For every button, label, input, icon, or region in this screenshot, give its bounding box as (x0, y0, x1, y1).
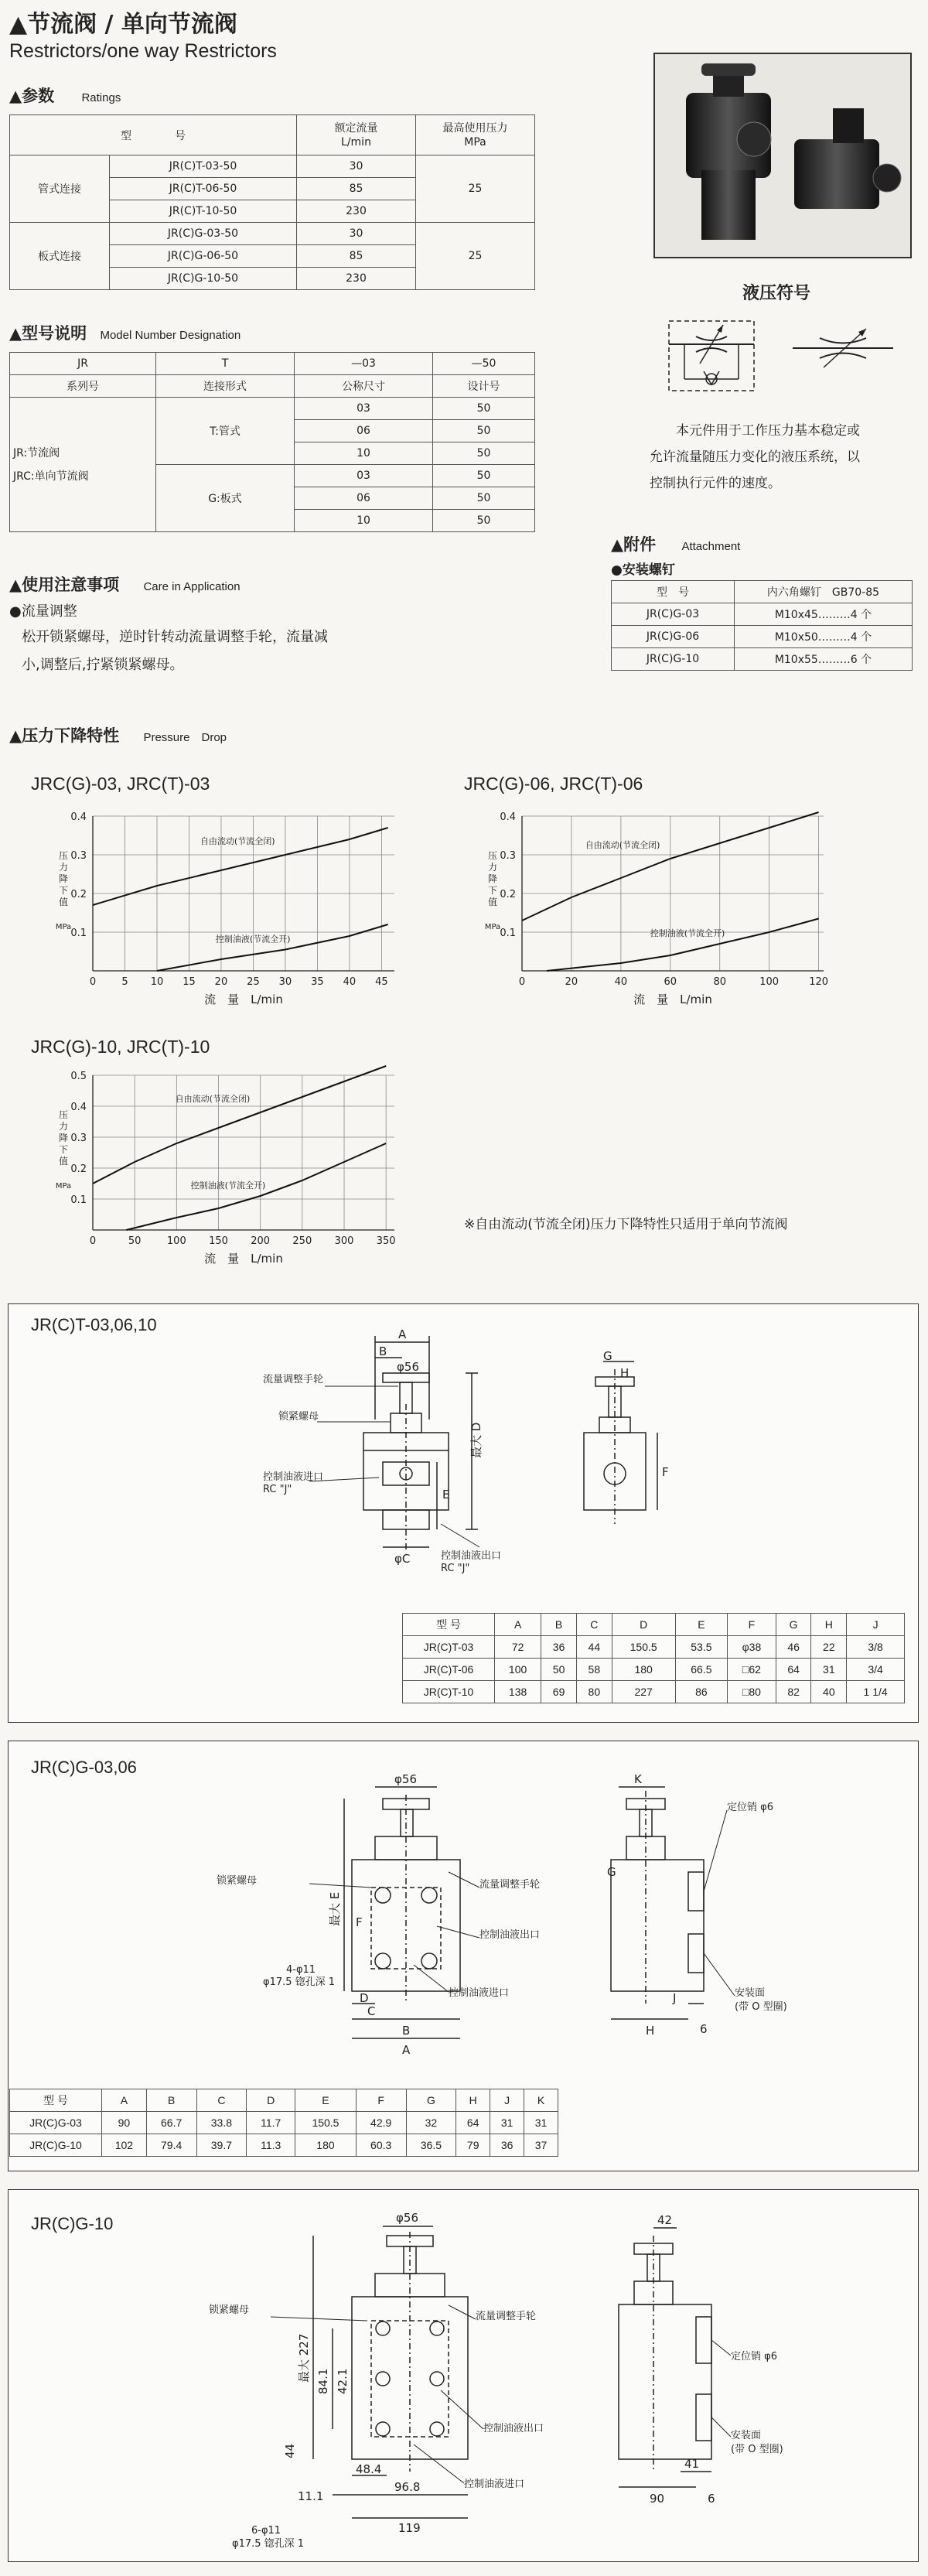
table-row (10, 2134, 558, 2157)
x-tick-label: 25 (247, 976, 260, 988)
x-tick-label: 0 (89, 976, 97, 988)
table-cell: 22 (811, 1636, 847, 1659)
y-tick-label: 0.1 (70, 1194, 87, 1206)
table-cell: 102 (102, 2134, 147, 2157)
table-cell: JR (10, 353, 156, 375)
table-cell: JR(C)T-06 (403, 1659, 495, 1681)
table-cell: 85 (297, 178, 416, 200)
y-axis-label: 降 (487, 873, 498, 884)
dim-label: 最大 E (328, 1891, 342, 1926)
table-cell: JR(C)G-10 (612, 648, 735, 671)
table-cell: 100 (495, 1659, 541, 1681)
pressure-drop-heading: ▲压力下降特性 Pressure Drop (9, 726, 227, 745)
y-tick-label: 0.2 (70, 889, 87, 900)
x-tick-label: 10 (150, 976, 164, 988)
table-cell: 33.8 (196, 2112, 247, 2134)
table-cell: 53.5 (675, 1636, 727, 1659)
table-cell: M10x50………4 个 (735, 626, 913, 648)
table-cell: 72 (495, 1636, 541, 1659)
table-cell: □62 (728, 1659, 776, 1681)
table-header-cell: 型 号 (403, 1614, 495, 1636)
y-axis-label: 力 (487, 862, 498, 873)
care-text: 松开锁紧螺母，逆时针转动流量调整手轮，流量减 小,调整后,拧紧锁紧螺母。 (22, 629, 328, 673)
dim-t-table (402, 1613, 905, 1703)
table-row (403, 1659, 905, 1681)
table-cell: 30 (297, 223, 416, 245)
table-cell: JR(C)G-10-50 (110, 268, 297, 290)
table-cell: JR(C)G-10 (10, 2134, 102, 2157)
table-cell: 37 (524, 2134, 558, 2157)
dim-label: A (398, 1327, 407, 1341)
table-cell: □80 (728, 1681, 776, 1703)
dim-label: J (673, 1991, 677, 2005)
table-cell: 36.5 (406, 2134, 456, 2157)
table-row (10, 2112, 558, 2134)
y-axis-label: 值 (487, 897, 498, 907)
table-header-cell: 型 号 (10, 2089, 102, 2112)
table-cell: 系列号 (10, 375, 156, 398)
dim-label: φ56 (396, 2212, 418, 2225)
y-axis-unit: MPa (55, 1182, 72, 1191)
table-cell: 64 (776, 1659, 811, 1681)
table-cell: 79 (456, 2134, 490, 2157)
table-cell: 36 (541, 1636, 577, 1659)
ratings-heading: ▲参数 Ratings (9, 87, 121, 105)
y-axis-unit: MPa (55, 923, 72, 931)
pressure-drop-chart-10 (46, 1064, 410, 1280)
dim-label: 定位销 φ6 (731, 2351, 777, 2362)
table-header-cell: D (612, 1614, 675, 1636)
table-cell: 82 (776, 1681, 811, 1703)
table-cell: JR:节流阀 JRC:单向节流阀 (10, 398, 156, 532)
table-cell: 150.5 (295, 2112, 357, 2134)
dim-label: 4-φ11 (286, 1964, 316, 1976)
dim-label: G (603, 1349, 612, 1363)
model-table (9, 352, 535, 532)
table-cell: 10 (295, 510, 433, 532)
dim-label: H (646, 2024, 655, 2038)
table-cell: 50 (433, 510, 535, 532)
y-tick-label: 0.2 (70, 1163, 87, 1175)
y-axis-label: 力 (58, 1121, 69, 1132)
ratings-col-type: 型 号 (10, 115, 297, 155)
x-tick-label: 0 (89, 1235, 97, 1247)
table-cell: 39.7 (196, 2134, 247, 2157)
table-header-cell: C (196, 2089, 247, 2112)
y-axis-label: 压 (58, 1109, 69, 1120)
x-tick-label: 100 (759, 976, 780, 988)
y-tick-label: 0.1 (70, 928, 87, 939)
dim-label: 控制油液出口 (479, 1929, 541, 1941)
table-cell: 30 (297, 155, 416, 178)
page-title: ▲节流阀 / 单向节流阀 (9, 11, 237, 38)
dim-label: 6 (700, 2022, 708, 2036)
table-cell: 32 (406, 2112, 456, 2134)
table-cell: JR(C)T-10-50 (110, 200, 297, 223)
table-cell: JR(C)T-03 (403, 1636, 495, 1659)
dim-g10-side-drawing (611, 2212, 843, 2537)
model-heading: ▲型号说明 Model Number Designation (9, 324, 241, 343)
symbol-desc: 本元件用于工作压力基本稳定或 允许流量随压力变化的液压系统，以 控制执行元件的速度。 (650, 423, 860, 491)
x-tick-label: 40 (614, 976, 628, 988)
table-cell: 86 (675, 1681, 727, 1703)
dim-label: C (367, 2004, 376, 2018)
y-tick-label: 0.2 (500, 889, 516, 900)
y-axis-label: 力 (58, 862, 69, 873)
care-sub: ●流量调整 (9, 603, 77, 620)
table-header-cell: E (675, 1614, 727, 1636)
table-row (403, 1636, 905, 1659)
dim-label: 控制油液出口 (441, 1550, 502, 1562)
table-cell: 内六角螺钉 GB70-85 (735, 581, 913, 603)
x-tick-label: 5 (121, 976, 128, 988)
product-photo (653, 53, 912, 258)
pressure-drop-footnote: ※自由流动(节流全闭)压力下降特性只适用于单向节流阀 (464, 1217, 788, 1232)
dim-label: RC "J" (263, 1484, 292, 1495)
x-tick-label: 15 (183, 976, 196, 988)
care-heading: ▲使用注意事项 Care in Application (9, 576, 241, 594)
table-cell: 227 (612, 1681, 675, 1703)
y-tick-label: 0.4 (70, 811, 87, 823)
table-cell: 85 (297, 245, 416, 268)
dim-label: 控制油液进口 (464, 2479, 525, 2490)
table-cell: 180 (612, 1659, 675, 1681)
dim-label: (带 O 型圈) (735, 2001, 787, 2013)
table-cell: 66.5 (675, 1659, 727, 1681)
x-axis-label: 流 量 L/min (633, 992, 712, 1006)
table-cell: 连接形式 (156, 375, 295, 398)
dim-label: 96.8 (394, 2480, 421, 2494)
table-cell: 60.3 (356, 2134, 406, 2157)
dim-label: F (356, 1915, 363, 1929)
x-axis-label: 流 量 L/min (204, 992, 283, 1006)
series-label: 自由流动(节流全闭) (175, 1094, 251, 1104)
table-cell: 25 (416, 155, 535, 223)
table-cell: 230 (297, 200, 416, 223)
x-tick-label: 0 (518, 976, 526, 988)
x-tick-label: 120 (809, 976, 829, 988)
table-cell: 06 (295, 487, 433, 510)
series-line (157, 924, 388, 971)
table-header-cell: G (776, 1614, 811, 1636)
dim-label: 42.1 (336, 2368, 350, 2394)
page-subtitle: Restrictors/one way Restrictors (9, 40, 277, 62)
table-cell: 42.9 (356, 2112, 406, 2134)
table-header-cell: C (576, 1614, 612, 1636)
y-axis-label: 下 (58, 1144, 69, 1155)
dim-g-side-drawing (603, 1771, 835, 2058)
table-header-cell: K (524, 2089, 558, 2112)
table-cell: 03 (295, 465, 433, 487)
table-row (403, 1681, 905, 1703)
dim-label: D (360, 1991, 369, 2005)
dim-label: 84.1 (316, 2368, 330, 2394)
table-header-cell: J (847, 1614, 905, 1636)
table-cell: 板式连接 (10, 223, 110, 290)
table-cell: JR(C)T-10 (403, 1681, 495, 1703)
table-cell: 50 (433, 442, 535, 465)
y-tick-label: 0.3 (70, 1133, 87, 1144)
x-tick-label: 40 (343, 976, 357, 988)
table-header-cell: A (102, 2089, 147, 2112)
table-cell: JR(C)T-06-50 (110, 178, 297, 200)
dim-label: 最大 227 (297, 2333, 311, 2383)
table-header-cell: J (490, 2089, 524, 2112)
y-tick-label: 0.4 (500, 811, 516, 823)
dim-label: 流量调整手轮 (263, 1374, 324, 1385)
dim-label: (带 O 型圈) (731, 2444, 783, 2455)
dim-label: 锁紧螺母 (209, 2304, 250, 2316)
dim-label: B (379, 1344, 387, 1358)
dim-label: 控制油液出口 (483, 2423, 544, 2434)
table-cell: 40 (811, 1681, 847, 1703)
x-tick-label: 35 (311, 976, 324, 988)
symbol-title: 液压符号 (742, 284, 811, 303)
table-cell: 90 (102, 2112, 147, 2134)
table-cell: 79.4 (146, 2134, 196, 2157)
ratings-col-flow: 额定流量 L/min (297, 115, 416, 155)
pressure-drop-chart-03 (46, 805, 410, 1021)
table-cell: 50 (433, 420, 535, 442)
series-label: 控制油液(节流全开) (190, 1180, 266, 1191)
table-cell: 31 (490, 2112, 524, 2134)
dim-label: B (402, 2024, 411, 2038)
dim-g10-front-drawing (209, 2212, 565, 2553)
ratings-col-pressure: 最高使用压力 MPa (416, 115, 535, 155)
dim-label: G (607, 1865, 616, 1879)
table-cell: 58 (576, 1659, 612, 1681)
table-cell: 设计号 (433, 375, 535, 398)
dim-g-front-drawing (217, 1771, 541, 2065)
chart-title-10: JRC(G)-10, JRC(T)-10 (31, 1037, 210, 1057)
attachment-table (611, 580, 913, 671)
table-cell: M10x45………4 个 (735, 603, 913, 626)
series-label: 自由流动(节流全闭) (585, 840, 660, 850)
dim-label: 6-φ11 (251, 2525, 281, 2537)
table-cell: 80 (576, 1681, 612, 1703)
dim-label: 流量调整手轮 (479, 1879, 541, 1891)
x-tick-label: 300 (334, 1235, 354, 1247)
dim-label: 控制油液进口 (449, 1987, 510, 1999)
y-axis-label: 下 (487, 885, 498, 896)
y-axis-unit: MPa (484, 923, 501, 931)
y-tick-label: 0.3 (70, 850, 87, 862)
table-cell: JR(C)G-03 (10, 2112, 102, 2134)
attachment-heading: ▲附件 Attachment (611, 535, 741, 554)
x-tick-label: 45 (375, 976, 388, 988)
dim-label: φ17.5 锪孔深 1 (263, 1976, 336, 1988)
table-cell: M10x55………6 个 (735, 648, 913, 671)
dim-label: 41 (684, 2457, 700, 2471)
dim-label: H (620, 1366, 629, 1380)
table-cell: 31 (811, 1659, 847, 1681)
table-cell: 138 (495, 1681, 541, 1703)
dim-t-title: JR(C)T-03,06,10 (31, 1315, 157, 1334)
y-axis-label: 降 (58, 1133, 69, 1143)
table-cell: JR(C)T-03-50 (110, 155, 297, 178)
series-line (547, 919, 819, 972)
ratings-table (9, 114, 535, 290)
dim-label: φ17.5 锪孔深 1 (232, 2538, 305, 2550)
table-header-cell: H (456, 2089, 490, 2112)
x-tick-label: 250 (292, 1235, 312, 1247)
attachment-sub: ●安装螺钉 (611, 562, 675, 578)
table-cell: 66.7 (146, 2112, 196, 2134)
table-header-cell: B (541, 1614, 577, 1636)
x-tick-label: 100 (166, 1235, 186, 1247)
table-cell: 64 (456, 2112, 490, 2134)
dim-label: 44 (283, 2443, 297, 2458)
table-cell: 36 (490, 2134, 524, 2157)
y-axis-label: 值 (58, 897, 69, 907)
table-cell: 50 (433, 398, 535, 420)
dim-label: φC (394, 1552, 411, 1566)
x-tick-label: 20 (214, 976, 228, 988)
dim-label: F (662, 1465, 669, 1479)
dim-label: 119 (398, 2521, 421, 2535)
dim-label: 90 (650, 2492, 665, 2506)
table-cell: JR(C)G-06 (612, 626, 735, 648)
table-cell: 150.5 (612, 1636, 675, 1659)
dim-label: 11.1 (298, 2489, 324, 2503)
chart-title-03: JRC(G)-03, JRC(T)-03 (31, 774, 210, 794)
dim-label: K (634, 1772, 642, 1786)
table-cell: 11.3 (247, 2134, 295, 2157)
dim-g-table (9, 2089, 558, 2157)
table-cell: 3/8 (847, 1636, 905, 1659)
table-cell: 50 (433, 465, 535, 487)
y-tick-label: 0.3 (500, 850, 516, 862)
y-axis-label: 值 (58, 1156, 69, 1167)
series-label: 控制油液(节流全开) (650, 928, 725, 938)
table-cell: 50 (433, 487, 535, 510)
dim-label: φ56 (394, 1772, 417, 1786)
dim-label: 安装面 (731, 2430, 762, 2441)
table-cell: 50 (541, 1659, 577, 1681)
x-tick-label: 80 (713, 976, 727, 988)
y-tick-label: 0.4 (70, 1102, 87, 1113)
x-axis-label: 流 量 L/min (204, 1252, 283, 1266)
x-tick-label: 200 (251, 1235, 271, 1247)
dim-label: 流量调整手轮 (476, 2311, 537, 2322)
y-axis-label: 压 (487, 850, 498, 861)
table-cell: JR(C)G-03-50 (110, 223, 297, 245)
dim-label: 安装面 (735, 1987, 766, 1999)
dim-g10-title: JR(C)G-10 (31, 2214, 114, 2233)
dim-label: 最大 D (469, 1422, 483, 1458)
table-cell: φ38 (728, 1636, 776, 1659)
y-tick-label: 0.1 (500, 928, 516, 939)
dim-label: φ56 (397, 1360, 419, 1374)
dim-label: 6 (708, 2492, 715, 2506)
table-cell: 31 (524, 2112, 558, 2134)
dim-label: RC "J" (441, 1563, 470, 1574)
table-header-cell: F (728, 1614, 776, 1636)
series-label: 自由流动(节流全闭) (200, 836, 275, 846)
x-tick-label: 60 (664, 976, 677, 988)
table-header-cell: E (295, 2089, 357, 2112)
table-header-cell: F (356, 2089, 406, 2112)
table-cell: 11.7 (247, 2112, 295, 2134)
y-axis-label: 降 (58, 873, 69, 884)
y-axis-label: 压 (58, 850, 69, 861)
dim-label: A (402, 2043, 411, 2057)
table-cell: JR(C)G-03 (612, 603, 735, 626)
table-cell: 公称尺寸 (295, 375, 433, 398)
table-header-cell: B (146, 2089, 196, 2112)
y-axis-label: 下 (58, 885, 69, 896)
pressure-drop-chart-06 (476, 805, 839, 1021)
table-cell: 10 (295, 442, 433, 465)
dim-label: 锁紧螺母 (278, 1411, 319, 1423)
dim-g-title: JR(C)G-03,06 (31, 1758, 137, 1777)
series-line (93, 1066, 386, 1184)
dim-label: 42 (657, 2213, 673, 2227)
dim-label: 锁紧螺母 (217, 1875, 258, 1887)
dim-t-side-drawing (572, 1346, 696, 1539)
table-cell: T (156, 353, 295, 375)
table-header-cell: D (247, 2089, 295, 2112)
table-cell: 69 (541, 1681, 577, 1703)
table-cell: 03 (295, 398, 433, 420)
table-cell: 46 (776, 1636, 811, 1659)
dim-label: 48.4 (356, 2462, 382, 2476)
dim-label: E (442, 1488, 450, 1502)
table-cell: G:板式 (156, 465, 295, 532)
table-cell: 230 (297, 268, 416, 290)
y-tick-label: 0.5 (70, 1071, 87, 1082)
dim-label: 控制油液进口 (263, 1471, 324, 1483)
table-cell: —03 (295, 353, 433, 375)
table-cell: 25 (416, 223, 535, 290)
table-cell: 3/4 (847, 1659, 905, 1681)
table-header-cell: H (811, 1614, 847, 1636)
x-tick-label: 150 (209, 1235, 228, 1247)
x-tick-label: 20 (565, 976, 578, 988)
chart-title-06: JRC(G)-06, JRC(T)-06 (464, 774, 643, 794)
dim-label: 定位销 φ6 (727, 1802, 773, 1813)
table-cell: —50 (433, 353, 535, 375)
hydraulic-symbol (661, 313, 909, 406)
table-cell: 型 号 (612, 581, 735, 603)
x-tick-label: 30 (278, 976, 292, 988)
table-header-cell: G (406, 2089, 456, 2112)
x-tick-label: 350 (376, 1235, 396, 1247)
series-label: 控制油液(节流全开) (215, 934, 291, 945)
table-header-cell: A (495, 1614, 541, 1636)
table-cell: 180 (295, 2134, 357, 2157)
table-cell: JR(C)G-06-50 (110, 245, 297, 268)
table-cell: 管式连接 (10, 155, 110, 223)
x-tick-label: 50 (128, 1235, 142, 1247)
table-cell: 1 1/4 (847, 1681, 905, 1703)
table-cell: 44 (576, 1636, 612, 1659)
table-cell: T:管式 (156, 398, 295, 465)
table-cell: 06 (295, 420, 433, 442)
dim-t-front-drawing (263, 1327, 603, 1582)
